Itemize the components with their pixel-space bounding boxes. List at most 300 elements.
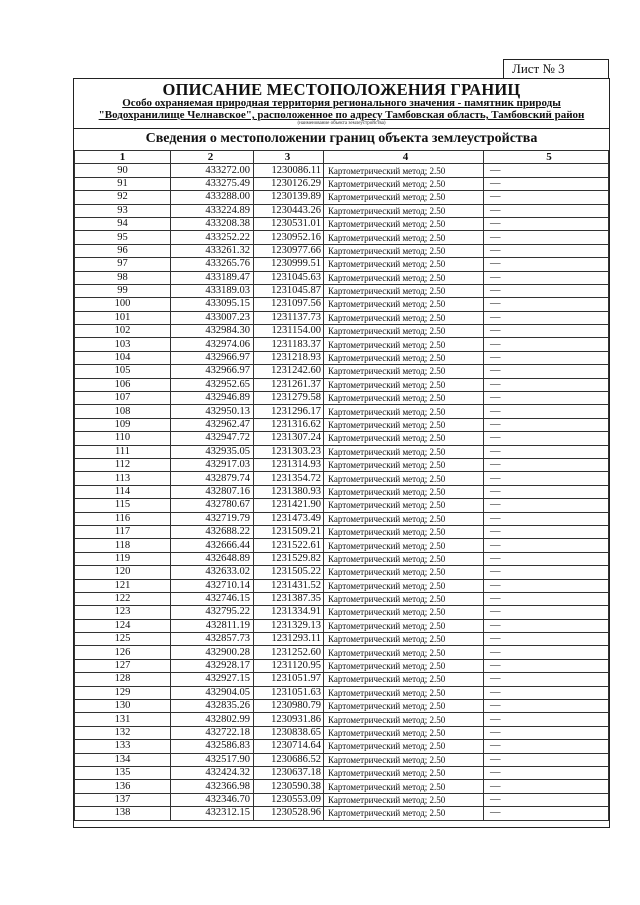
- y-coordinate-cell: 1230531.01: [254, 217, 324, 230]
- y-coordinate-cell: 1230443.26: [254, 204, 324, 217]
- method-cell: Картометрический метод; 2.50: [324, 485, 484, 498]
- description-cell: —: [484, 418, 609, 431]
- table-row: [75, 418, 609, 431]
- x-coordinate-cell: 432795.22: [171, 606, 254, 619]
- description-cell: —: [484, 659, 609, 672]
- y-coordinate-cell: 1231279.58: [254, 392, 324, 405]
- point-number-cell: 98: [75, 271, 171, 284]
- point-number-cell: 106: [75, 378, 171, 391]
- y-coordinate-cell: 1230977.66: [254, 244, 324, 257]
- x-coordinate-cell: 433252.22: [171, 231, 254, 244]
- column-header: 4: [324, 151, 484, 164]
- table-row: [75, 351, 609, 364]
- method-cell: Картометрический метод; 2.50: [324, 659, 484, 672]
- point-number-cell: 102: [75, 325, 171, 338]
- method-cell: Картометрический метод; 2.50: [324, 191, 484, 204]
- description-cell: —: [484, 713, 609, 726]
- method-cell: Картометрический метод; 2.50: [324, 405, 484, 418]
- method-cell: Картометрический метод; 2.50: [324, 244, 484, 257]
- x-coordinate-cell: 432312.15: [171, 807, 254, 820]
- y-coordinate-cell: 1231252.60: [254, 646, 324, 659]
- method-cell: Картометрический метод; 2.50: [324, 700, 484, 713]
- x-coordinate-cell: 432424.32: [171, 766, 254, 779]
- table-row: [75, 766, 609, 779]
- method-cell: Картометрический метод; 2.50: [324, 258, 484, 271]
- method-cell: Картометрический метод; 2.50: [324, 552, 484, 565]
- point-number-cell: 124: [75, 619, 171, 632]
- x-coordinate-cell: 432746.15: [171, 592, 254, 605]
- table-row: [75, 271, 609, 284]
- table-row: [75, 231, 609, 244]
- description-cell: —: [484, 298, 609, 311]
- table-row: [75, 378, 609, 391]
- point-number-cell: 137: [75, 793, 171, 806]
- table-row: [75, 525, 609, 538]
- description-cell: —: [484, 686, 609, 699]
- method-cell: Картометрический метод; 2.50: [324, 713, 484, 726]
- y-coordinate-cell: 1231045.63: [254, 271, 324, 284]
- method-cell: Картометрический метод; 2.50: [324, 378, 484, 391]
- table-row: [75, 432, 609, 445]
- method-cell: Картометрический метод; 2.50: [324, 606, 484, 619]
- point-number-cell: 109: [75, 418, 171, 431]
- description-cell: —: [484, 753, 609, 766]
- table-row: [75, 244, 609, 257]
- x-coordinate-cell: 432927.15: [171, 673, 254, 686]
- point-number-cell: 136: [75, 780, 171, 793]
- x-coordinate-cell: 432780.67: [171, 499, 254, 512]
- section-title: Сведения о местоположении границ объекта землеустройства: [145, 131, 538, 146]
- point-number-cell: 99: [75, 284, 171, 297]
- x-coordinate-cell: 432710.14: [171, 579, 254, 592]
- description-cell: —: [484, 633, 609, 646]
- method-cell: Картометрический метод; 2.50: [324, 351, 484, 364]
- description-cell: —: [484, 592, 609, 605]
- y-coordinate-cell: 1231421.90: [254, 499, 324, 512]
- x-coordinate-cell: 432666.44: [171, 539, 254, 552]
- x-coordinate-cell: 433189.03: [171, 284, 254, 297]
- table-row: [75, 191, 609, 204]
- x-coordinate-cell: 432950.13: [171, 405, 254, 418]
- y-coordinate-cell: 1231183.37: [254, 338, 324, 351]
- method-cell: Картометрический метод; 2.50: [324, 338, 484, 351]
- table-row: [75, 512, 609, 525]
- y-coordinate-cell: 1231387.35: [254, 592, 324, 605]
- column-header: 2: [171, 151, 254, 164]
- point-number-cell: 91: [75, 177, 171, 190]
- description-cell: —: [484, 726, 609, 739]
- description-cell: —: [484, 780, 609, 793]
- point-number-cell: 122: [75, 592, 171, 605]
- x-coordinate-cell: 432802.99: [171, 713, 254, 726]
- x-coordinate-cell: 432719.79: [171, 512, 254, 525]
- x-coordinate-cell: 432648.89: [171, 552, 254, 565]
- y-coordinate-cell: 1230931.86: [254, 713, 324, 726]
- y-coordinate-cell: 1230838.65: [254, 726, 324, 739]
- y-coordinate-cell: 1231380.93: [254, 485, 324, 498]
- column-header: 1: [75, 151, 171, 164]
- table-row: [75, 499, 609, 512]
- table-row: [75, 566, 609, 579]
- point-number-cell: 129: [75, 686, 171, 699]
- point-number-cell: 100: [75, 298, 171, 311]
- x-coordinate-cell: 433189.47: [171, 271, 254, 284]
- point-number-cell: 130: [75, 700, 171, 713]
- x-coordinate-cell: 432633.02: [171, 566, 254, 579]
- method-cell: Картометрический метод; 2.50: [324, 177, 484, 190]
- table-row: [75, 807, 609, 820]
- table-row: [75, 445, 609, 458]
- y-coordinate-cell: 1230999.51: [254, 258, 324, 271]
- x-coordinate-cell: 433275.49: [171, 177, 254, 190]
- document-title: ОПИСАНИЕ МЕСТОПОЛОЖЕНИЯ ГРАНИЦ: [162, 80, 521, 99]
- point-number-cell: 121: [75, 579, 171, 592]
- x-coordinate-cell: 433095.15: [171, 298, 254, 311]
- method-cell: Картометрический метод; 2.50: [324, 807, 484, 820]
- y-coordinate-cell: 1231529.82: [254, 552, 324, 565]
- point-number-cell: 132: [75, 726, 171, 739]
- table-row: [75, 592, 609, 605]
- y-coordinate-cell: 1230553.09: [254, 793, 324, 806]
- method-cell: Картометрический метод; 2.50: [324, 592, 484, 605]
- y-coordinate-cell: 1231334.91: [254, 606, 324, 619]
- point-number-cell: 111: [75, 445, 171, 458]
- method-cell: Картометрический метод; 2.50: [324, 646, 484, 659]
- table-row: [75, 472, 609, 485]
- x-coordinate-cell: 432879.74: [171, 472, 254, 485]
- x-coordinate-cell: 433265.76: [171, 258, 254, 271]
- y-coordinate-cell: 1231329.13: [254, 619, 324, 632]
- description-cell: —: [484, 619, 609, 632]
- point-number-cell: 133: [75, 740, 171, 753]
- x-coordinate-cell: 432688.22: [171, 525, 254, 538]
- description-cell: —: [484, 552, 609, 565]
- point-number-cell: 104: [75, 351, 171, 364]
- x-coordinate-cell: 432952.65: [171, 378, 254, 391]
- description-cell: —: [484, 539, 609, 552]
- method-cell: Картометрический метод; 2.50: [324, 619, 484, 632]
- point-number-cell: 123: [75, 606, 171, 619]
- description-cell: —: [484, 204, 609, 217]
- point-number-cell: 105: [75, 365, 171, 378]
- method-cell: Картометрический метод; 2.50: [324, 686, 484, 699]
- method-cell: Картометрический метод; 2.50: [324, 365, 484, 378]
- table-row: [75, 673, 609, 686]
- point-number-cell: 95: [75, 231, 171, 244]
- y-coordinate-cell: 1231261.37: [254, 378, 324, 391]
- y-coordinate-cell: 1231218.93: [254, 351, 324, 364]
- point-number-cell: 103: [75, 338, 171, 351]
- method-cell: Картометрический метод; 2.50: [324, 392, 484, 405]
- description-cell: —: [484, 646, 609, 659]
- description-cell: —: [484, 673, 609, 686]
- point-number-cell: 126: [75, 646, 171, 659]
- column-header: 3: [254, 151, 324, 164]
- method-cell: Картометрический метод; 2.50: [324, 793, 484, 806]
- method-cell: Картометрический метод; 2.50: [324, 458, 484, 471]
- method-cell: Картометрический метод; 2.50: [324, 512, 484, 525]
- table-row: [75, 726, 609, 739]
- y-coordinate-cell: 1230980.79: [254, 700, 324, 713]
- description-cell: —: [484, 512, 609, 525]
- description-cell: —: [484, 579, 609, 592]
- description-cell: —: [484, 284, 609, 297]
- description-cell: —: [484, 231, 609, 244]
- description-cell: —: [484, 338, 609, 351]
- description-cell: —: [484, 271, 609, 284]
- coordinates-table: [74, 150, 609, 821]
- method-cell: Картометрический метод; 2.50: [324, 566, 484, 579]
- y-coordinate-cell: 1231354.72: [254, 472, 324, 485]
- description-cell: —: [484, 244, 609, 257]
- y-coordinate-cell: 1230528.96: [254, 807, 324, 820]
- y-coordinate-cell: 1231051.97: [254, 673, 324, 686]
- point-number-cell: 135: [75, 766, 171, 779]
- table-row: [75, 713, 609, 726]
- table-row: [75, 164, 609, 177]
- sheet-number-label: Лист № 3: [503, 59, 609, 79]
- description-cell: —: [484, 191, 609, 204]
- point-number-cell: 96: [75, 244, 171, 257]
- y-coordinate-cell: 1231307.24: [254, 432, 324, 445]
- y-coordinate-cell: 1230637.18: [254, 766, 324, 779]
- y-coordinate-cell: 1230139.89: [254, 191, 324, 204]
- point-number-cell: 93: [75, 204, 171, 217]
- description-cell: —: [484, 793, 609, 806]
- method-cell: Картометрический метод; 2.50: [324, 311, 484, 324]
- x-coordinate-cell: 432947.72: [171, 432, 254, 445]
- table-row: [75, 619, 609, 632]
- method-cell: Картометрический метод; 2.50: [324, 298, 484, 311]
- table-row: [75, 204, 609, 217]
- description-cell: —: [484, 311, 609, 324]
- method-cell: Картометрический метод; 2.50: [324, 525, 484, 538]
- table-row: [75, 753, 609, 766]
- method-cell: Картометрический метод; 2.50: [324, 445, 484, 458]
- point-number-cell: 115: [75, 499, 171, 512]
- method-cell: Картометрический метод; 2.50: [324, 231, 484, 244]
- table-row: [75, 365, 609, 378]
- table-row: [75, 793, 609, 806]
- point-number-cell: 97: [75, 258, 171, 271]
- description-cell: —: [484, 432, 609, 445]
- table-row: [75, 700, 609, 713]
- method-cell: Картометрический метод; 2.50: [324, 325, 484, 338]
- description-cell: —: [484, 606, 609, 619]
- x-coordinate-cell: 432517.90: [171, 753, 254, 766]
- table-row: [75, 780, 609, 793]
- point-number-cell: 116: [75, 512, 171, 525]
- table-header-row: [75, 151, 609, 164]
- x-coordinate-cell: 432807.16: [171, 485, 254, 498]
- description-cell: —: [484, 445, 609, 458]
- table-row: [75, 258, 609, 271]
- table-row: [75, 606, 609, 619]
- table-row: [75, 539, 609, 552]
- method-cell: Картометрический метод; 2.50: [324, 673, 484, 686]
- method-cell: Картометрический метод; 2.50: [324, 499, 484, 512]
- description-cell: —: [484, 365, 609, 378]
- x-coordinate-cell: 432857.73: [171, 633, 254, 646]
- point-number-cell: 138: [75, 807, 171, 820]
- x-coordinate-cell: 432904.05: [171, 686, 254, 699]
- y-coordinate-cell: 1230952.16: [254, 231, 324, 244]
- table-row: [75, 177, 609, 190]
- table-row: [75, 405, 609, 418]
- x-coordinate-cell: 432966.97: [171, 351, 254, 364]
- point-number-cell: 117: [75, 525, 171, 538]
- x-coordinate-cell: 432962.47: [171, 418, 254, 431]
- point-number-cell: 128: [75, 673, 171, 686]
- x-coordinate-cell: 432346.70: [171, 793, 254, 806]
- y-coordinate-cell: 1230686.52: [254, 753, 324, 766]
- description-cell: —: [484, 325, 609, 338]
- column-header: 5: [484, 151, 609, 164]
- x-coordinate-cell: 432366.98: [171, 780, 254, 793]
- y-coordinate-cell: 1231242.60: [254, 365, 324, 378]
- point-number-cell: 114: [75, 485, 171, 498]
- method-cell: Картометрический метод; 2.50: [324, 418, 484, 431]
- y-coordinate-cell: 1231051.63: [254, 686, 324, 699]
- y-coordinate-cell: 1231431.52: [254, 579, 324, 592]
- point-number-cell: 119: [75, 552, 171, 565]
- x-coordinate-cell: 433007.23: [171, 311, 254, 324]
- description-cell: —: [484, 392, 609, 405]
- x-coordinate-cell: 432722.18: [171, 726, 254, 739]
- table-row: [75, 284, 609, 297]
- x-coordinate-cell: 432586.83: [171, 740, 254, 753]
- table-row: [75, 338, 609, 351]
- description-cell: —: [484, 499, 609, 512]
- y-coordinate-cell: 1231473.49: [254, 512, 324, 525]
- point-number-cell: 112: [75, 458, 171, 471]
- y-coordinate-cell: 1231314.93: [254, 458, 324, 471]
- point-number-cell: 101: [75, 311, 171, 324]
- table-row: [75, 740, 609, 753]
- point-number-cell: 107: [75, 392, 171, 405]
- x-coordinate-cell: 432835.26: [171, 700, 254, 713]
- table-row: [75, 633, 609, 646]
- description-cell: —: [484, 164, 609, 177]
- x-coordinate-cell: 432811.19: [171, 619, 254, 632]
- x-coordinate-cell: 432928.17: [171, 659, 254, 672]
- description-cell: —: [484, 258, 609, 271]
- y-coordinate-cell: 1231505.22: [254, 566, 324, 579]
- point-number-cell: 118: [75, 539, 171, 552]
- y-coordinate-cell: 1231509.21: [254, 525, 324, 538]
- description-cell: —: [484, 700, 609, 713]
- x-coordinate-cell: 432974.06: [171, 338, 254, 351]
- table-row: [75, 686, 609, 699]
- description-cell: —: [484, 177, 609, 190]
- method-cell: Картометрический метод; 2.50: [324, 432, 484, 445]
- description-cell: —: [484, 766, 609, 779]
- object-caption: (наименование объекта землеустройства): [297, 121, 386, 126]
- x-coordinate-cell: 433261.32: [171, 244, 254, 257]
- point-number-cell: 108: [75, 405, 171, 418]
- y-coordinate-cell: 1231120.95: [254, 659, 324, 672]
- table-row: [75, 659, 609, 672]
- object-subtitle-line2: "Водохранилище Челнавское", расположенное по адресу Тамбовская область, Тамбовский район: [98, 109, 585, 121]
- point-number-cell: 125: [75, 633, 171, 646]
- y-coordinate-cell: 1231522.61: [254, 539, 324, 552]
- description-cell: —: [484, 485, 609, 498]
- y-coordinate-cell: 1231303.23: [254, 445, 324, 458]
- method-cell: Картометрический метод; 2.50: [324, 204, 484, 217]
- description-cell: —: [484, 378, 609, 391]
- y-coordinate-cell: 1231154.00: [254, 325, 324, 338]
- x-coordinate-cell: 433288.00: [171, 191, 254, 204]
- point-number-cell: 110: [75, 432, 171, 445]
- y-coordinate-cell: 1230590.38: [254, 780, 324, 793]
- method-cell: Картометрический метод; 2.50: [324, 539, 484, 552]
- table-row: [75, 325, 609, 338]
- point-number-cell: 94: [75, 217, 171, 230]
- table-row: [75, 646, 609, 659]
- method-cell: Картометрический метод; 2.50: [324, 271, 484, 284]
- point-number-cell: 131: [75, 713, 171, 726]
- description-cell: —: [484, 566, 609, 579]
- description-cell: —: [484, 351, 609, 364]
- divider: [74, 128, 609, 129]
- x-coordinate-cell: 432900.28: [171, 646, 254, 659]
- point-number-cell: 120: [75, 566, 171, 579]
- point-number-cell: 113: [75, 472, 171, 485]
- table-row: [75, 579, 609, 592]
- point-number-cell: 134: [75, 753, 171, 766]
- table-row: [75, 298, 609, 311]
- table-row: [75, 458, 609, 471]
- method-cell: Картометрический метод; 2.50: [324, 740, 484, 753]
- method-cell: Картометрический метод; 2.50: [324, 633, 484, 646]
- y-coordinate-cell: 1231045.87: [254, 284, 324, 297]
- description-cell: —: [484, 405, 609, 418]
- description-cell: —: [484, 525, 609, 538]
- y-coordinate-cell: 1231097.56: [254, 298, 324, 311]
- description-cell: —: [484, 458, 609, 471]
- y-coordinate-cell: 1231137.73: [254, 311, 324, 324]
- table-row: [75, 485, 609, 498]
- x-coordinate-cell: 433224.89: [171, 204, 254, 217]
- y-coordinate-cell: 1231296.17: [254, 405, 324, 418]
- object-subtitle-line1: Особо охраняемая природная территория регионального значения - памятник природы: [122, 97, 561, 109]
- method-cell: Картометрический метод; 2.50: [324, 726, 484, 739]
- y-coordinate-cell: 1230086.11: [254, 164, 324, 177]
- method-cell: Картометрический метод; 2.50: [324, 164, 484, 177]
- method-cell: Картометрический метод; 2.50: [324, 766, 484, 779]
- x-coordinate-cell: 432935.05: [171, 445, 254, 458]
- y-coordinate-cell: 1230126.29: [254, 177, 324, 190]
- method-cell: Картометрический метод; 2.50: [324, 579, 484, 592]
- table-row: [75, 311, 609, 324]
- description-cell: —: [484, 472, 609, 485]
- x-coordinate-cell: 433208.38: [171, 217, 254, 230]
- x-coordinate-cell: 432984.30: [171, 325, 254, 338]
- method-cell: Картометрический метод; 2.50: [324, 284, 484, 297]
- point-number-cell: 90: [75, 164, 171, 177]
- point-number-cell: 127: [75, 659, 171, 672]
- method-cell: Картометрический метод; 2.50: [324, 217, 484, 230]
- method-cell: Картометрический метод; 2.50: [324, 780, 484, 793]
- y-coordinate-cell: 1230714.64: [254, 740, 324, 753]
- x-coordinate-cell: 432917.03: [171, 458, 254, 471]
- table-row: [75, 217, 609, 230]
- description-cell: —: [484, 807, 609, 820]
- y-coordinate-cell: 1231293.11: [254, 633, 324, 646]
- y-coordinate-cell: 1231316.62: [254, 418, 324, 431]
- point-number-cell: 92: [75, 191, 171, 204]
- x-coordinate-cell: 433272.00: [171, 164, 254, 177]
